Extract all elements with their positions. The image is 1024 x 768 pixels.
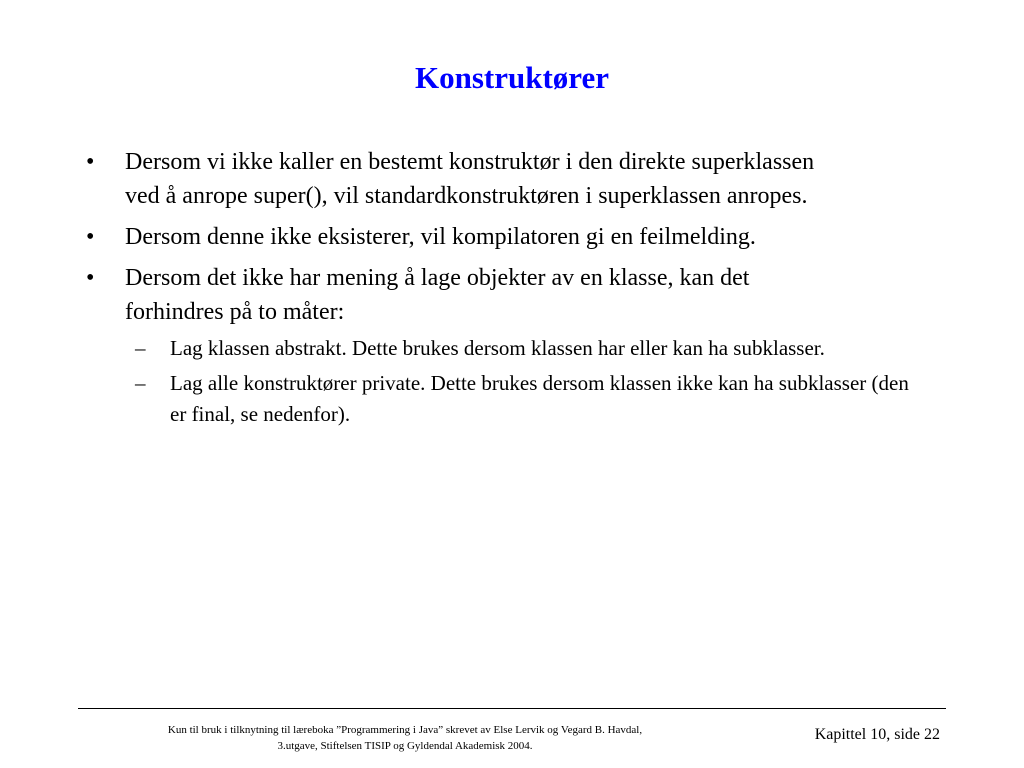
sub-bullet-text: Lag klassen abstrakt. Dette brukes dersom klassen har eller kan ha subklasser. xyxy=(170,336,825,360)
footer-credit-line: 3.utgave, Stiftelsen TISIP og Gyldendal Akademisk 2004. xyxy=(277,740,533,752)
sub-bullet-marker: – xyxy=(135,371,146,395)
bullet-text: Dersom det ikke har mening å lage objekter av en klasse, kan det forhindres på to måter: xyxy=(125,265,750,325)
bullet-item xyxy=(0,145,845,213)
bullet-marker: • xyxy=(86,224,95,250)
footer-divider xyxy=(78,708,946,709)
footer-credit-line: Kun til bruk i tilknytning til læreboka ”Programmering i Java” skrevet av Else Lervik og Vegard B. Havdal, xyxy=(167,724,643,736)
bullet-marker: • xyxy=(86,149,95,175)
bullet-marker: • xyxy=(86,265,95,291)
bullet-text: Dersom denne ikke eksisterer, vil kompilatoren gi en feilmelding. xyxy=(125,224,756,250)
sub-bullet-item xyxy=(0,333,920,364)
sub-bullet-list xyxy=(0,333,1024,430)
page-label: Kapittel 10, side 22 xyxy=(814,726,940,743)
sub-bullet-marker: – xyxy=(135,336,146,360)
sub-bullet-text: Lag alle konstruktører private. Dette brukes dersom klassen ikke kan ha subklasser (den er final, se nedenfor). xyxy=(170,371,909,426)
footer-credit xyxy=(150,722,660,754)
bullet-item xyxy=(0,261,845,329)
sub-bullet-item xyxy=(0,368,920,430)
slide-title: Konstruktører xyxy=(414,60,610,95)
bullet-text: Dersom vi ikke kaller en bestemt konstruktør i den direkte superklassen ved å anrope super(), vil standardkonstruktøren i superklassen anropes. xyxy=(125,149,815,209)
slide-content xyxy=(0,145,1024,434)
bullet-item xyxy=(0,220,845,254)
